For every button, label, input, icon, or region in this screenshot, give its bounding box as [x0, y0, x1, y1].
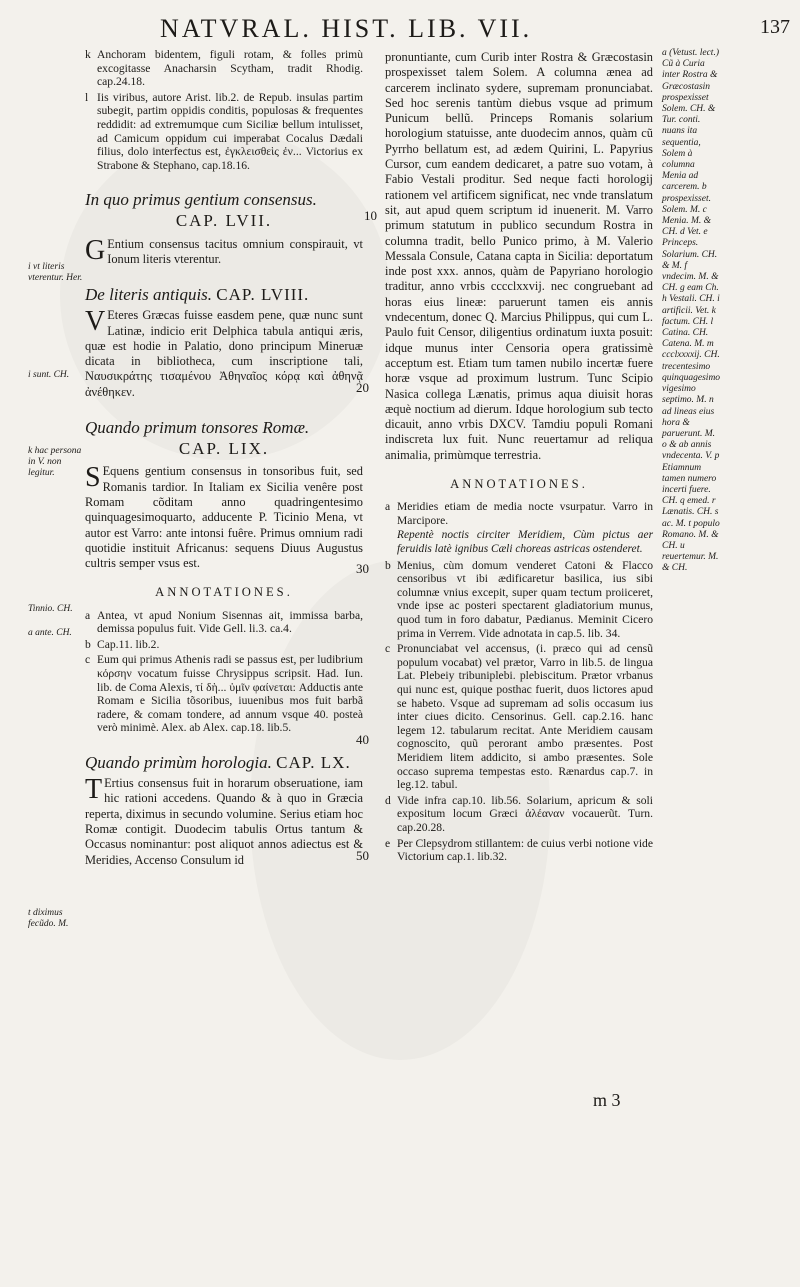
chapter-body: Equens gentium consensus in tonsoribus fuit, sed Romanis tardior. In Italiam ex Sicilia venêre post Romam cõditam anno quadringentesimo quinquagesimoquarto, adducente P. Ticinio Mena, vt autor est Varro: ante intonsi fuêre. Primus omnium radi quotidie instituit Africanus: sequens Diuus Augustus cultris semper vsus est. [85, 464, 363, 571]
chapter-text [85, 464, 363, 571]
section-title: Quando primum tonsores Romæ. [85, 418, 310, 438]
line-number: 10 [364, 208, 377, 223]
note-text: Pronunciabat vel accensus, (i. præco qui ad censũ populum vocabat) vel prætor, Varro in lib.5. de lingua Lat. Plebeiy tribuniplebi. plebiscitum. Prætor vrbanus qui nunc est, quique posthac fuerit, duos lictores apud se habeto. Vsque ad supremam ad solis occasum ius inter ciues dicito. Censorinus. Gell. cap.2.16. hanc legem 12. tabularum recitat. Ante Meridiem causam cognoscito, quũ perorant ambo præsentes. Post Meridiem litem addicito, si ambo præsentes. Sole occaso suprema tempestas esto. Rænardus cap.7. in leg.12. tabul. [397, 642, 653, 792]
annotation-entry [85, 638, 363, 652]
chapter-text [85, 308, 363, 400]
note-text: Vide infra cap.10. lib.56. Solarium, apricum & soli expositum locum Græci ἀλέαναν vocauerũt. Turn. cap.20.28. [397, 793, 653, 834]
note-marker: a [85, 608, 91, 622]
annotation-entry [385, 794, 653, 835]
chapter-number: CAP. LVIII. [216, 285, 310, 305]
section-title-text: De literis antiquis. [85, 285, 213, 305]
note-marker: e [385, 836, 391, 850]
left-column [85, 48, 363, 871]
margin-note: k hac persona in V. non legitur. [28, 446, 82, 479]
annotation-entry [385, 500, 653, 556]
chapter-number: CAP. LVII. [175, 211, 273, 231]
section-title [85, 285, 363, 305]
page-number: 137 [760, 16, 790, 38]
footnote-entry [85, 91, 363, 173]
note-marker: b [85, 637, 91, 651]
chapter-number: CAP. LX. [276, 753, 351, 773]
chapter-text [85, 234, 363, 268]
annotations-heading: ANNOTATIONES. [450, 477, 588, 492]
chapter-body: Entium consensus tacitus omnium conspirauit, vt Ionum literis vterentur. [107, 236, 363, 266]
note-marker: c [85, 653, 91, 667]
note-text: Menius, cùm domum venderet Catoni & Flacco censoribus vt ibi ædificaretur basilica, ius sibi columnæ vnius excepit, super quam tectum proiiceret, vnde ipse ac posteri spectarent gladiatorium munus, quod tum in foro dabatur, Pædianus. Meminit Cicero prima in Verrem. Vide adnotata in cap.5. lib. 34. [397, 558, 653, 640]
chapter-number: CAP. LIX. [178, 439, 270, 459]
note-marker: l [85, 90, 89, 104]
annotation-entry [85, 609, 363, 636]
annotation-entry [385, 642, 653, 792]
note-text: Meridies etiam de media nocte vsurpatur. Varro in Marcipore. [397, 500, 653, 527]
chapter-body: Eteres Græcas fuisse easdem pene, quæ nunc sunt Latinæ, indicio erit Delphica tabula antiqui æris, quæ est hodie in Palatio, dono principum Mineruæ dicata in bibliotheca, cum inscriptione tali, Ναυσικράτης τισαμένου Ἀθηναῖος κόρᾳ καὶ ἀθηνᾷ ἀνέθηκεν. [85, 308, 363, 399]
line-number: 20 [356, 380, 369, 395]
drop-initial: G [85, 234, 106, 266]
running-header [160, 14, 790, 44]
note-marker: d [385, 793, 391, 807]
note-body [397, 500, 653, 556]
note-marker: c [385, 642, 391, 656]
margin-note: t diximus fecũdo. M. [28, 908, 69, 930]
verse-quote: Repentè noctis circiter Meridiem, Cùm pictus aer feruidis latè ignibus Cæli choreas astricas ostenderet. [397, 528, 653, 556]
line-number: 50 [356, 848, 369, 863]
section-title-text: Quando primùm horologia. [85, 753, 272, 773]
annotation-entry [385, 837, 653, 864]
note-text: Cap.11. lib.2. [97, 637, 160, 651]
annotation-entry [85, 653, 363, 735]
footnote-entry [85, 48, 363, 89]
drop-initial: V [85, 306, 106, 338]
margin-note: i vt literis vterentur. Her. [28, 262, 83, 284]
note-text: Iis viribus, autore Arist. lib.2. de Repub. insulas partim subegit, partim oppidis conditis, populosas & frequentes reddidit: ad extremumque cum Siciliæ bellum intulisset, ad Camicum oppidum cui imperabat Cocalus Dædali filius, dolo interfectus est, ἐγκλεισθεὶς ἐν... Victorius ex Strabone & Stephano, cap.18.16. [97, 90, 363, 172]
note-marker: k [85, 48, 91, 61]
drop-initial: T [85, 774, 103, 806]
note-marker: a [385, 500, 391, 514]
chapter-body: Ertius consensus fuit in horarum obseruatione, iam hic rationi accedens. Quando & à quo in Græcia reperta, diximus in secundo volumine. Serius etiam hoc Romæ contigit. Duodecim tabulis Ortus tantum & Occasus nominantur: post aliquot annos adiectus est & Meridies, Accenso Consulum id [85, 776, 363, 867]
annotation-entry [385, 559, 653, 641]
signature-mark: m 3 [593, 1090, 621, 1110]
margin-note: a ante. CH. [28, 628, 72, 638]
note-marker: b [385, 558, 391, 572]
section-title [85, 753, 363, 773]
margin-note: i sunt. CH. [28, 370, 70, 380]
margin-variants: a (Vetust. lect.) Cũ à Curia inter Rostra & Græcostasin prospexisset Solem. CH. & Tur. conti. nuans ita sequentia, Solem à columna Menia ad carcerem. b prospexisset. Solem. M. c Menia. M. & CH. d Vet. e Princeps. Solarium. CH. & M. f vndecim. M. & CH. g eam Ch. h Vestali. CH. i artificii. Vet. k factum. CH. l Catina. CH. Catena. M. m ccclxxxxij. CH. trecentesimo quinquagesimo vigesimo septimo. M. n ad lineas eius hora & paruerunt. M. o & ab annis vndecenta. V. p Etiamnum tamen numero incerti fuere. CH. q emed. r Lænatis. CH. s ac. M. t populo Romano. M. & CH. u reuertemur. M. & CH. [662, 48, 721, 574]
note-text: Antea, vt apud Nonium Sisennas ait, immissa barba, demissa populus fuit. Vide Gell. li.3. ca.4. [97, 608, 363, 636]
annotations-heading: ANNOTATIONES. [155, 585, 293, 600]
note-text: Eum qui primus Athenis radi se passus est, per ludibrium κόρσην vocatum fuisse Chrysippus scripsit. Had. Iun. lib. de Coma Alexis, τί δὴ... ὑμῖν φαίνεται: Adductis ante Romam e Sicilia tõsoribus, iuuenibus mos fuit barbã radere, & comam tondere, ad annum vsque 40. posteà verò minimè. Alex. ab Alex. cap.18. lib.5. [97, 653, 363, 735]
right-column [385, 50, 653, 866]
note-text: Anchoram bidentem, figuli rotam, & folles primù excogitasse Anacharsin Scytham, tradit Rhodig. cap.24.18. [97, 48, 363, 89]
line-number: 30 [356, 561, 369, 576]
note-text: Per Clepsydrom stillantem: de cuius verbi notione vide Victorium cap.1. lib.32. [397, 836, 653, 864]
drop-initial: S [85, 462, 101, 494]
section-title: In quo primus gentium consensus. [85, 190, 317, 210]
margin-note: Tinnio. CH. [28, 604, 73, 614]
line-number: 40 [356, 732, 369, 747]
chapter-body: pronuntiante, cum Curib inter Rostra & Græcostasin prospexisset talem Solem. A columna ænea ad carcerem inclinato sydere, supremam pronunciabat. Sed hoc serenis tantùm diebus vsque ad primum Punicum bellũ. Princeps Romanis solarium horologium statuisse, ante duodecim annos, quàm cũ Pyrrho bellatum est, ad ædem Quirini, L. Papyrius Cursor, cum eandem dedicaret, a patre suo votam, à Fabio Vestali proditur. Sed neque facti horologij rationem vel artificem significat, nec vnde translatum sit, aut apud quem scriptum id inuenerit. M. Varro primum statutum in publico secundum Rostra in columna tradit, bello Punico primo, à M. Valerio Messala Consule, Catana capta in Sicilia: deportatum inde post xxx. annos, quàm de Papyriano horologio traditur, anno vrbis cccclxxvij. nec congruebant ad horas eius lineæ: paruerunt tamen eis annis vndecentum, donec Q. Marcius Philippus, qui cum L. Paulo fuit Censor, diligentius ordinatum iuxta posuit: idque munus inter Censoria opera gratissimè acceptum est. Etiam tum tamen nubilo incertæ fuere horæ vsque ad proximum lustrum. Tunc Scipio Nasica collega Lænatis, primus aqua diuisit horas æquè noctium ad dierum. Idque horologium sub tecto dicauit, anno vrbis DXCV. Tamdiu populi Romani indiscreta lux fuit. Nunc reuertamur ad reliqua animalia, primùmque terrestria. [385, 50, 653, 462]
running-title: NATVRAL. HIST. LIB. VII. [160, 14, 533, 43]
chapter-text [85, 776, 363, 868]
